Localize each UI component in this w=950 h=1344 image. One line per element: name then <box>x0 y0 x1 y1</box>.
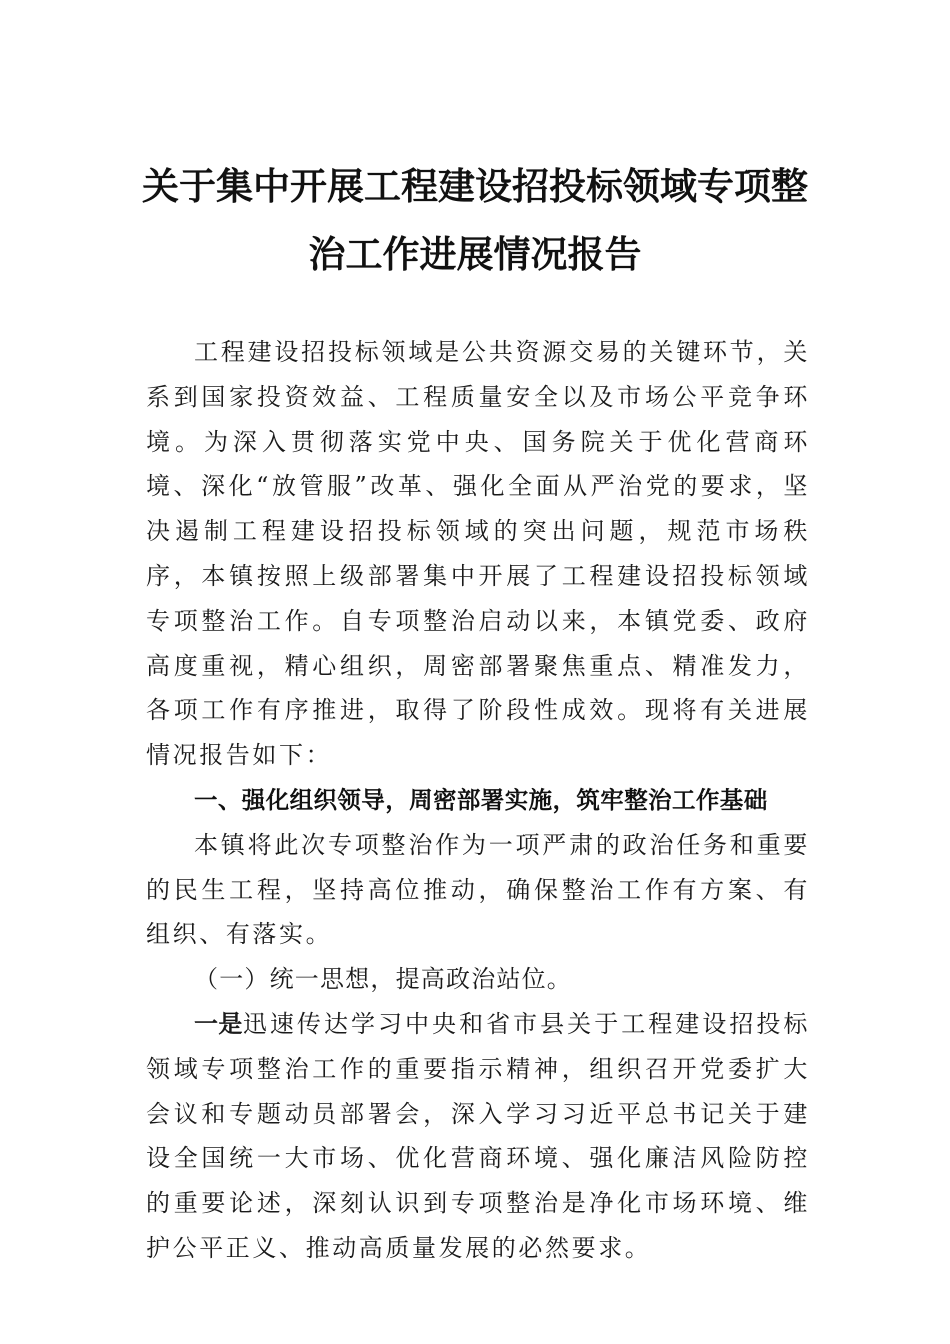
document-title-line-1: 关于集中开展工程建设招投标领域专项整 <box>142 164 808 208</box>
item-1-paragraph <box>146 1002 810 1271</box>
document-title-line-2: 治工作进展情况报告 <box>308 232 642 276</box>
intro-paragraph: 工程建设招投标领域是公共资源交易的关键环节，关系到国家投资效益、工程质量安全以及市场公平竞争环境。为深入贯彻落实党中央、国务院关于优化营商环境、深化“放管服”改革、强化全面从严治党的要求，坚决遏制工程建设招投标领域的突出问题，规范市场秩序，本镇按照上级部署集中开展了工程建设招投标领域专项整治工作。自专项整治启动以来，本镇党委、政府高度重视，精心组织，周密部署聚焦重点、精准发力，各项工作有序推进，取得了阶段性成效。现将有关进展情况报告如下： <box>146 338 810 770</box>
section-heading-1: 一、强化组织领导，周密部署实施，筑牢整治工作基础 <box>194 785 768 814</box>
subsection-heading-1: （一）统一思想，提高政治站位。 <box>194 965 572 994</box>
item-1-text: 迅速传达学习中央和省市县关于工程建设招投标领域专项整治工作的重要指示精神，组织召开党委扩大会议和专题动员部署会，深入学习习近平总书记关于建设全国统一大市场、优化营商环境、强化廉洁风险防控的重要论述，深刻认识到专项整治是净化市场环境、维护公平正义、推动高质量发展的必然要求。 <box>146 1009 810 1262</box>
document-body <box>146 330 810 1271</box>
item-1-lead: 一是 <box>194 1009 243 1038</box>
section-1-intro-paragraph: 本镇将此次专项整治作为一项严肃的政治任务和重要的民生工程，坚持高位推动，确保整治工作有方案、有组织、有落实。 <box>146 830 810 949</box>
